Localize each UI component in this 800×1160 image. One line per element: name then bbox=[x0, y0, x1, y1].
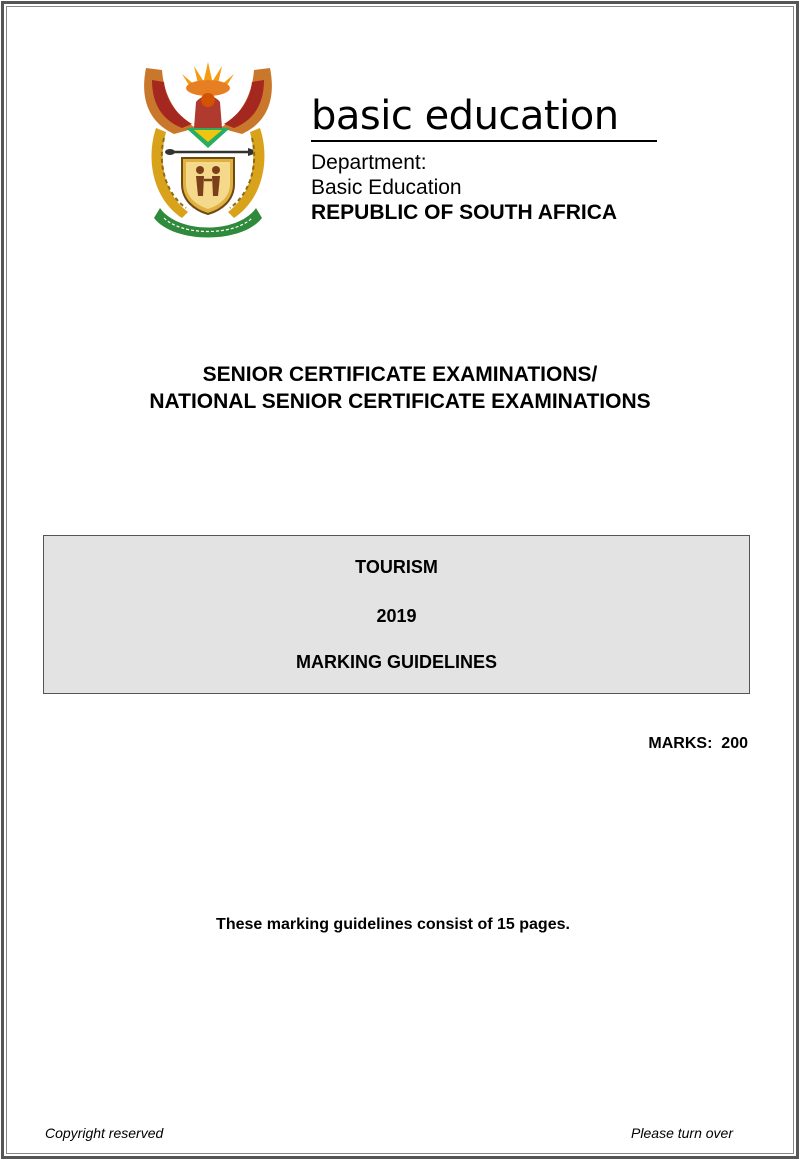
subject-box bbox=[43, 535, 750, 694]
country-name: REPUBLIC OF SOUTH AFRICA bbox=[311, 201, 618, 224]
subject-title: TOURISM bbox=[355, 557, 438, 577]
department-label bbox=[311, 150, 657, 200]
brand-divider bbox=[311, 140, 657, 142]
total-marks: MARKS: 200 bbox=[648, 735, 748, 752]
footer-turn-over: Please turn over bbox=[631, 1125, 733, 1141]
department-line-2: Basic Education bbox=[311, 176, 462, 199]
exam-year: 2019 bbox=[376, 606, 417, 626]
exam-heading bbox=[0, 361, 800, 415]
exam-heading-line-1: SENIOR CERTIFICATE EXAMINATIONS/ bbox=[202, 363, 598, 386]
exam-heading-line-2: NATIONAL SENIOR CERTIFICATE EXAMINATIONS bbox=[149, 390, 651, 413]
brand-title: basic education bbox=[311, 93, 619, 139]
department-brand bbox=[311, 92, 657, 225]
coat-of-arms-icon bbox=[138, 58, 278, 238]
document-type: MARKING GUIDELINES bbox=[295, 652, 497, 672]
department-line-1: Department: bbox=[311, 151, 427, 174]
page-count-note: These marking guidelines consist of 15 pages. bbox=[216, 916, 570, 933]
footer-copyright: Copyright reserved bbox=[45, 1125, 164, 1141]
